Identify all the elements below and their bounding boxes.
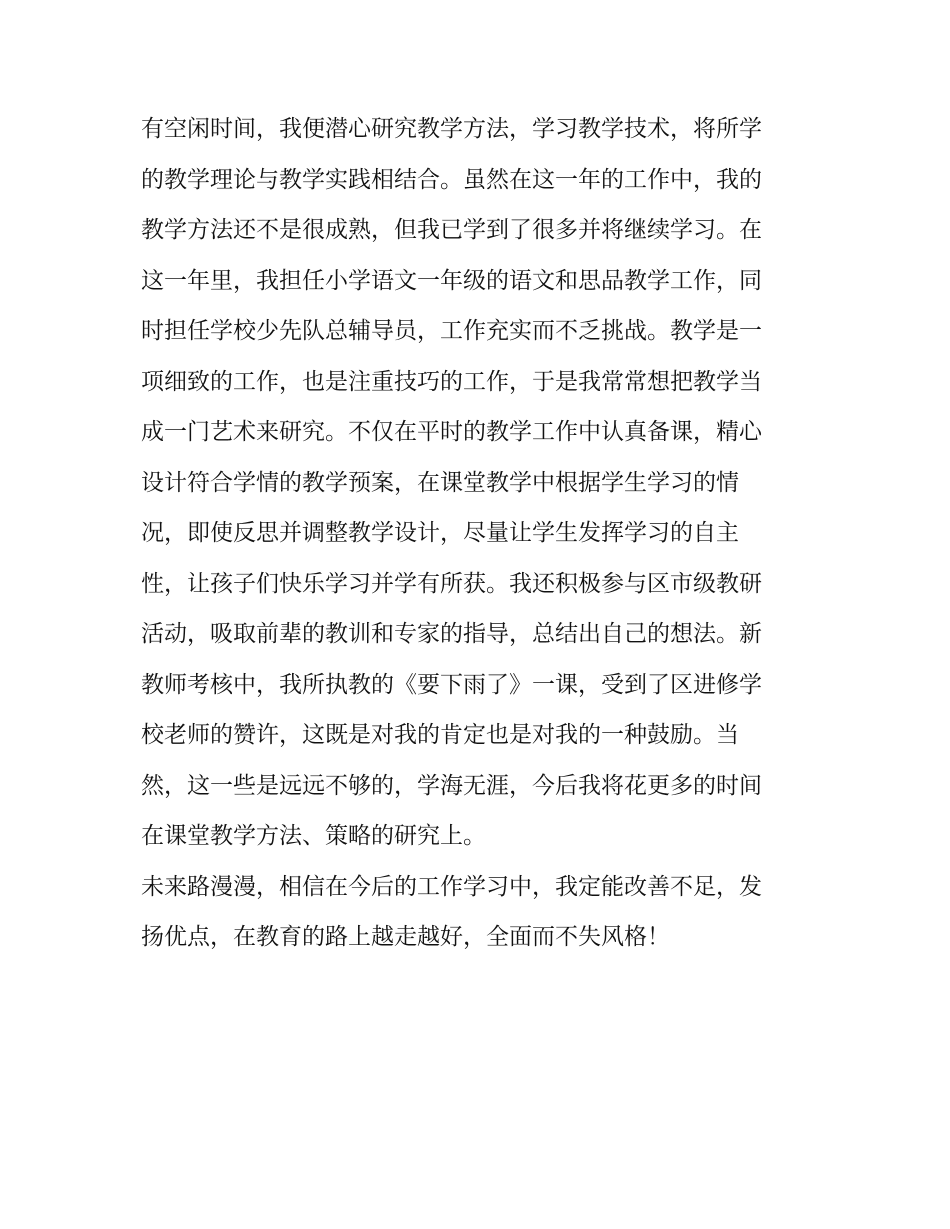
text-line: 时担任学校少先队总辅导员，工作充实而不乏挑战。教学是一 [141, 318, 762, 344]
text-line: 然，这一些是远远不够的，学海无涯，今后我将花更多的时间 [141, 772, 762, 799]
text-line: 有空闲时间，我便潜心研究教学方法，学习教学技术，将所学 [141, 116, 762, 142]
text-line: 项细致的工作，也是注重技巧的工作，于是我常常想把教学当 [141, 368, 762, 395]
paragraph-2 [141, 862, 821, 963]
text-line: 未来路漫漫，相信在今后的工作学习中，我定能改善不足，发 [141, 873, 762, 900]
text-line: 设计符合学情的教学预案，在课堂教学中根据学生学习的情 [141, 469, 739, 496]
text-line: 成一门艺术来研究。不仅在平时的教学工作中认真备课，精心 [141, 419, 762, 445]
text-line: 在课堂教学方法、策略的研究上。 [141, 823, 486, 849]
text-line: 性，让孩子们快乐学习并学有所获。我还积极参与区市级教研 [141, 570, 762, 597]
text-line: 的教学理论与教学实践相结合。虽然在这一年的工作中，我的 [141, 166, 762, 193]
text-line: 况，即使反思并调整教学设计，尽量让学生发挥学习的自主 [141, 520, 739, 546]
paragraph-1 [141, 104, 821, 862]
text-line: 校老师的赞许，这既是对我的肯定也是对我的一种鼓励。当 [141, 722, 739, 748]
text-line: 这一年里，我担任小学语文一年级的语文和思品教学工作，同 [141, 267, 762, 294]
text-line: 教师考核中，我所执教的《要下雨了》一课，受到了区进修学 [141, 671, 762, 698]
text-line: 活动，吸取前辈的教训和专家的指导，总结出自己的想法。新 [141, 621, 762, 647]
body-text [141, 104, 821, 963]
text-line: 扬优点，在教育的路上越走越好，全面而不失风格！ [141, 924, 670, 950]
text-line: 教学方法还不是很成熟，但我已学到了很多并将继续学习。在 [141, 217, 762, 243]
